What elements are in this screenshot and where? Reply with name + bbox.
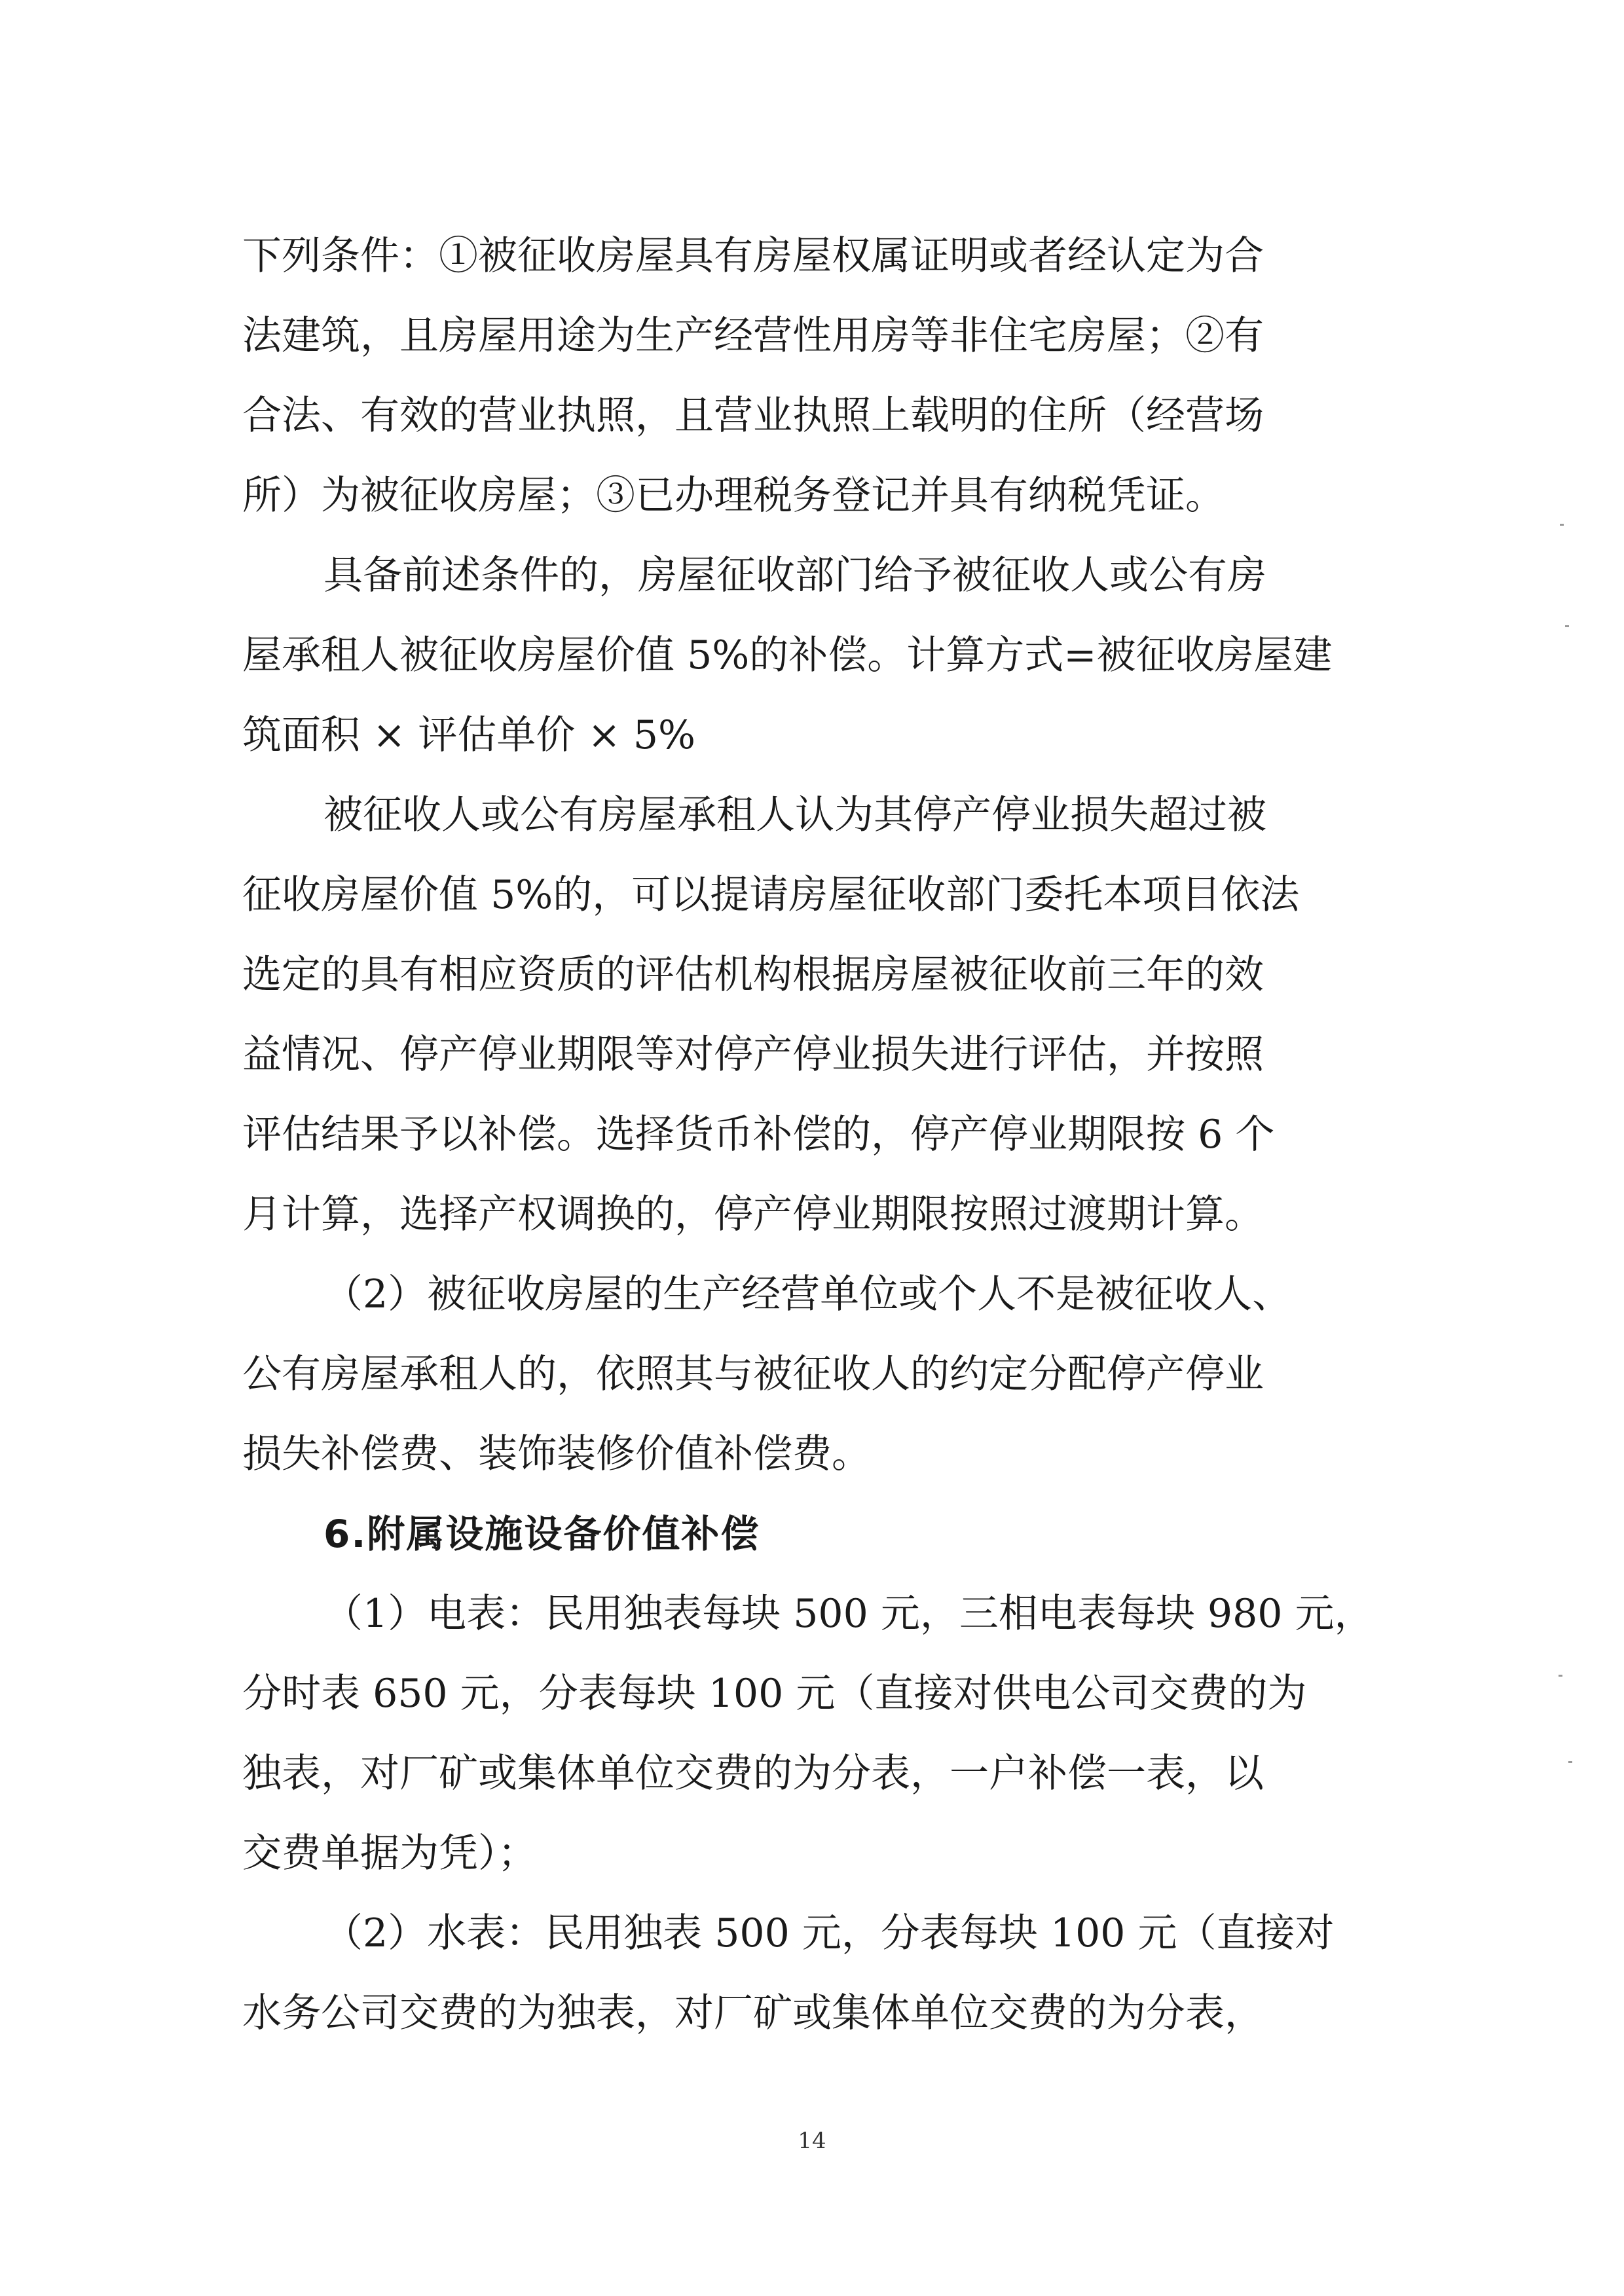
text-line: 月计算，选择产权调换的，停产停业期限按照过渡期计算。 <box>242 1192 1264 1237</box>
paragraph-first-line: （2）水表：民用独表 500 元，分表每块 100 元（直接对 <box>323 1910 1335 1956</box>
text-line: 筑面积 × 评估单价 × 5% <box>242 712 696 758</box>
paragraph-first-line: （1）电表：民用独表每块 500 元，三相电表每块 980 元， <box>323 1591 1374 1637</box>
scan-artifact-dot <box>1565 625 1569 627</box>
scan-artifact-dot <box>1559 1675 1562 1677</box>
text-line: 征收房屋价值 5%的，可以提请房屋征收部门委托本项目依法 <box>242 872 1300 918</box>
text-line: 下列条件：①被征收房屋具有房屋权属证明或者经认定为合 <box>242 233 1264 279</box>
text-line: 损失补偿费、装饰装修价值补偿费。 <box>242 1431 871 1477</box>
text-line: 公有房屋承租人的，依照其与被征收人的约定分配停产停业 <box>242 1351 1264 1397</box>
scan-artifact-dot <box>1560 524 1564 526</box>
scan-artifact-dot <box>1568 1761 1572 1763</box>
body-text <box>242 216 1395 2053</box>
text-line: 所）为被征收房屋；③已办理税务登记并具有纳税凭证。 <box>242 473 1225 519</box>
text-line: 评估结果予以补偿。选择货币补偿的，停产停业期限按 6 个 <box>242 1112 1275 1157</box>
text-line: 选定的具有相应资质的评估机构根据房屋被征收前三年的效 <box>242 952 1264 998</box>
page-number: 14 <box>798 2128 826 2154</box>
paragraph-first-line: （2）被征收房屋的生产经营单位或个人不是被征收人、 <box>323 1271 1292 1317</box>
paragraph-first-line: 被征收人或公有房屋承租人认为其停产停业损失超过被 <box>323 792 1266 838</box>
section-heading: 6.附属设施设备价值补偿 <box>323 1512 760 1556</box>
text-line: 分时表 650 元，分表每块 100 元（直接对供电公司交费的为 <box>242 1671 1307 1717</box>
text-line: 独表，对厂矿或集体单位交费的为分表，一户补偿一表，以 <box>242 1751 1264 1796</box>
text-line: 交费单据为凭）； <box>242 1831 537 1876</box>
text-line: 益情况、停产停业期限等对停产停业损失进行评估，并按照 <box>242 1032 1264 1078</box>
text-line: 屋承租人被征收房屋价值 5%的补偿。计算方式=被征收房屋建 <box>242 632 1333 678</box>
text-line: 水务公司交费的为独表，对厂矿或集体单位交费的为分表， <box>242 1990 1264 2036</box>
text-line: 合法、有效的营业执照，且营业执照上载明的住所（经营场 <box>242 393 1264 439</box>
text-line: 法建筑，且房屋用途为生产经营性用房等非住宅房屋；②有 <box>242 313 1264 359</box>
paragraph-first-line: 具备前述条件的，房屋征收部门给予被征收人或公有房 <box>323 553 1266 598</box>
